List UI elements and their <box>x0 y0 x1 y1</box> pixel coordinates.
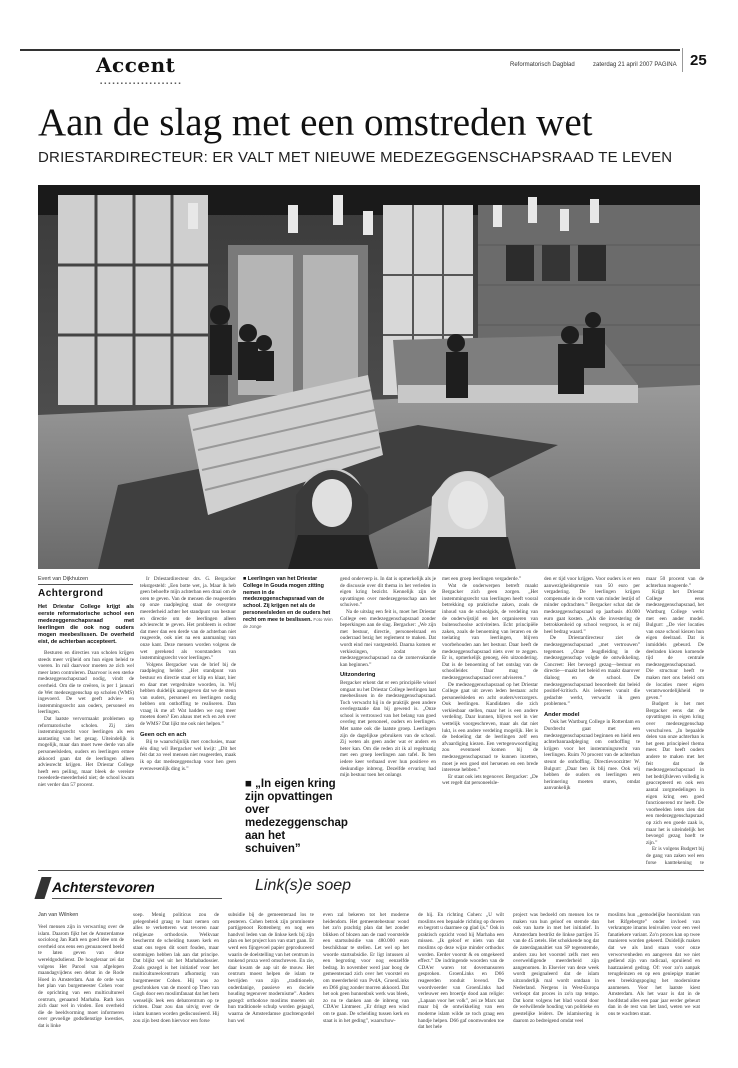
pull-quote <box>245 778 348 856</box>
column-col-7 <box>608 912 700 1064</box>
column-col-6 <box>513 912 599 1064</box>
pull-quote-text: „In eigen kring zijn opvattingen over medezeggenschap aan het schuiven” <box>245 778 348 855</box>
article-paragraph: Ook het Wartburg College in Rotterdam en Dordrecht gaat met een medezeggenschapsraad beginnen en hield een achterbanraadpleging om onthoffing te krijgen voor het instemmingsrecht van leerlingen. Ruim 70 procent van de achterban steunt de onthoffing. Directievoorzitter W. Bulgurr: „Daar ben ik blij mee. Ook wij hebben de ouders en leerlingen een herinnering moeten sturen, omdat aanvankelijk <box>544 719 640 792</box>
pull-quote-marker: ■ <box>245 778 256 790</box>
column-title: Link(s)e soep <box>255 877 352 894</box>
section-name: Accent <box>96 53 176 77</box>
column-paragraph: project was bedoeld om mensen los te maken van hun geloof en stemde dan ook van harte in met het initiatief. In Amsterdam bestrikt de linkse partijen 35 van de 45 zetels. Het schokkende nog dat de zaterdaganaltiet van SP tegenstemde, anders zou het voorstel zelfs met een overweldigende meerderheid zijn aangenomen. In Elsevier van deze week wordt gesignaleerd dat de islam uitzonderlijk mal wordt ontdaan in Nederland. Nergens in West-Europa verloopt dat proces in zo'n rap tempo. Dat komt volgens het blad vooral door de welwillende houding van politieke en geestelijke leiders. De islamisering is daarom zo bedreigend omdat veel <box>513 912 599 1024</box>
article-byline: Evert van Dijkhuizen <box>38 576 89 582</box>
article-paragraph: Er is volgens Budgert bij de gang van zaken wel een forse kanttekening te <box>646 846 704 866</box>
article-subhead: Uitzondering <box>340 672 376 679</box>
article-photo <box>38 185 700 569</box>
article-paragraph: den er tijd voor krijgen. Voor ouders is er een aanwezigheidspremie van 50 euro per vergadering. De leerlingen krijgen compensatie in de vorm van minder lestijd of minder opdrachten.” Bergacker schat dat de medezeggenschapsraad op jaarbasis 40.000 euro gaat kosten. „Als die investering de betrokkenheid op school vergroot, is er mij heel bedrag waard.” <box>544 576 640 635</box>
byline-rule <box>38 584 133 585</box>
paper-date: zaterdag 21 april 2007 PAGINA <box>593 62 677 68</box>
article-paragraph: Bij te waarschijnlijk met conclusies, maar één ding wil Bergacker wel kwijt: „Dit het feit dat zo veel mensen niet reageerden, maak ik op dat medezeggenschap voor hen geen evenwesenlijk ding is.” <box>140 739 236 772</box>
column-paragraph: even zal bekeren tot het moderne heidendom. Het gemeentebestuur wond het zo'n prachtig plan dat het zonder blikken of blozen aan de raad voorstelde een startsubsidie van 480.000 euro beschikbaar te stellen. Let wel op het woorde startsubsidie. Er ligt intussen al een begroting voor nog eenzelfde bedrag. In november werd jaar boog de gemeenteraad zich over het voorstel en om meerderheid van PvdA, GroenLinks en D66 ging zonder morren akkoord. Dat het ook geen hunnenbuk werk was bleek, zo nu te danken aan de inbreng van CDA'er Lintmeer. „Er dringt een wind om te gaan. De scheiding tussen kerk en staat is in het geding”, waarschuw- <box>323 912 409 1024</box>
column-col-2 <box>133 912 219 1064</box>
subheadline: DRIESTARDIRECTEUR: ER VALT MET NIEUWE MEDEZEGGENSCHAPSRAAD TE LEVEN <box>38 149 673 166</box>
article-column-4 <box>340 576 436 866</box>
article-paragraph: De medezeggenschapsraad op het Driestar College gaat uit zeven leden bestaan: acht personeelsleden en acht ouders/verzorgers. Ook leerlingen. Kandidaten die zich verkiesbaar stellen, maar het is een andere verdeling. Daar kunnen, blijven wel in vier wettelijk voorgeschreven, maar als dat niet lukt, is een andere verdeling mogelijk. Het is de bedoeling dat de leerlingen zelf een afvaardiging kiezen. Een vertegenwoordiging zou eventueel komen bij de medezeggenschapsraad te kunnen inzetten, moet je een goed stel hersenen en een brede interesse hebben.” <box>442 681 538 774</box>
photo-illustration <box>38 185 700 569</box>
article-subhead: Geen och en ach <box>140 731 187 738</box>
article-paragraph: Dat laatste vervormaakt problemen op reformatorische scholen. Zij zien instemmingsrecht voor leerlingen als een aantasting van het gezag. Uiteindelijk is mogelijk, maar dan moet twee derde van alle personeelsleden, ouders en leerlingen ermee akkoord gaan dat de leerlingen alleen adviesrecht krijgen. Het Driestar College heeft een peiling, maar bleek de vereiste tweederde-meerderheid niet; de school kwam niet verder dan 57 procent. <box>38 715 134 788</box>
rubric-title <box>52 879 155 895</box>
rubric-title-part1: Achterste <box>52 879 117 895</box>
article-paragraph: Budgert is het met Bergacker eens dat de opvattingen in eigen kring over medezeggenschap verschuiven. „In bepaalde delen van onze achterban is het geen principieel thema meer. Dat heeft ouders andere te maken met het feit dat de medezeggenschapsraad in het bedrijfsleven volledig is geaccepteerd en ook een aantal zorgmedelingen in eigen kring een goed functionerend mr heeft. De voorbeelden leten zien dat een medezeggenschapsraad op zich een goede zaak is, maar het is uiteindelijk het bevoegd gezag hoeft te zijn.” <box>646 701 704 846</box>
caption-marker: ■ <box>243 576 248 582</box>
section-decoration: ▪▪▪▪▪▪▪▪▪▪▪▪▪▪▪▪▪▪▪▪ <box>100 81 183 87</box>
article-paragraph: Bergacker erkent dat er een principiële wissel omgaat nu het Driestar College leerlingen laat meebeslissen in de medezeggenschapsraad. Toch verwacht hij in de praktijk geen andere overlegstaatie dan bij gewend is. „Onze school is vertrouwd van het belang van goed overleg met personeel, ouders en leerlingen. Met name ook die laatste groep. Leerlingen zijn de dagelijkse gebruikers van de school. Zij weten als geen ander wat er anders en beter kan. Om die reden zit ik al regelmatig met een groep leerlingen aan tafel. Ik ben iedere keer verbaasd over hun positieve en deskundige inbreng. Dezelfde ervaring had mijn bestuur toen het onlangs <box>340 679 436 779</box>
article-paragraph: gend onderverp is. In dat is opmerkelijk als je de discussie over dit thema in het verleden in eigen kring bezicht. Kennelijk zijn de opvattingen over medezeggenschap aan het schuiven.” <box>340 576 436 609</box>
article-paragraph: Besturen en directies van scholen krijgen steeds meer vrijheid om hun eigen beleid te voeren. In ruil daarvoor moeten ze zich wel meer laten controleren. Daarvoor is een sterke medezeggenschapsraad nodig, vindt de overheid. Om die te creëren, is per 1 januari de Wet medezeggenschap op scholen (WMS) ingevoerd. De wet geeft advies- en instemmingsrecht aan ouders, personeel en leerlingen. <box>38 650 134 716</box>
section-rule <box>38 870 704 871</box>
article-paragraph: De Driestardirecteur ziet de medezeggenschapsraad „met vertrouwen” tegemoet. „Onze Jeugdleiding in de medezeggenschap volgde de ontwikkeling. Concreet: Het bevoegd gezag—bestuur en directie—maakt het beleid en maakt daarover dialoog en de school. De medezeggenschapsraad beoordeelt dat beleid positief-kritisch. Als iedereen vanuit die gedachte werkt, verwacht ik geen problemen.” <box>544 635 640 708</box>
column-col-3 <box>228 912 314 1064</box>
page-number: 25 <box>690 52 707 69</box>
column-paragraph: de hij. En richting Cohen: „U wilt moslims een bepaalde richting op duwen en begrott u daarmee op glad ijs.” Ook in praktisch opzicht vond hij Marhaba een missen. „Ik geloof er niets van dat moslims op deze wijze minder orthodox worden. Eerder voorstr & en omgekeerd effect.” De indringende woorden van de CDA'er waren tot dovemansoren gesproken. GroenLinks en D66 reageerden ronduit lovend. De woordvoerder van GroenLinks had verleuwer een broertje dood aan religie: „Lapaan voor het volk”, zei ze Marx nat maar bij de ontwikkeling van een moderne islam wilde ze toch graag een handje helpen. D66 gaf onomwonden toe dat het hele <box>418 912 504 1031</box>
column-col-4 <box>323 912 409 1064</box>
article-kicker: Achtergrond <box>38 588 104 599</box>
article-paragraph: maar 50 procent van de achterban reageerde.” <box>646 576 704 589</box>
article-paragraph: Krijgt het Driestar College eens medezeggenschapsraad, het Wartburg College werkt met een ander model. Bulgurr: „De vier locaties van onze school kiezen hun eigen deelraad. Dat is inmiddels gebeurd. De deelraden kiezen komende tijd de centrale medezeggenschapsraad. Die structuur heeft te maken met ons beleid om de locaties meer eigen verantwoordelijkheid te geven.” <box>646 589 704 701</box>
article-paragraph: met een groep leerlingen vergaderde.” <box>442 576 522 582</box>
rubric-title-part2: voren <box>116 879 155 895</box>
article-paragraph: Ir Driestardirecteur drs. G. Bergacker tekstgesteld: „Een botte wet, ja. Maar ik heb geen behoefte mijn achterban een draai om de oren te geven. Van de mensen die reageerden op onze raadpleging staat de overgrote meerderheid achter het standpunt van bestuur en directie om de leerlingen alleen adviesrecht te geven. Het probleem is echter dat meer dan een derde van de achterban niet reageerde, ook niet na een aanmaning van onze kant. Deze mensen worden volgens de wet gerekend als voorstanders van instemmingsrecht voor leerlingen.” <box>140 576 236 662</box>
article-subhead: Ander model <box>544 711 580 718</box>
caption-text: Leerlingen van het Driestar College in Gouda mogen zitting nemen in de medezeggenschapsraad van de school. Zij krijgen net als de personeelsleden en de ouders het recht om mee te beslissen. <box>243 576 331 623</box>
masthead-rule <box>20 49 680 51</box>
rubric-underline <box>52 898 222 899</box>
column-byline: Jan van Wilnken <box>38 912 79 918</box>
article-column-1 <box>38 604 134 866</box>
column-paragraph: soep. Menig politicus zou de gelegenheid graag te baat nemen om alles te verketteren wat tevoren naar religieuze orthodoxie. Welkvaar beschermt de scheiding tussen kerk en staat ons tegen dit soort fouden, maar sommigen hebben lak aan dat principe. Dat blijkt wel uit het Marhabadossier. Zoals gezegd is het initiatief voor het multicultureelcentrum afkomstig van burgemeester Cohen. Hij was zo geschrokken van de moord op Theo van Gogh door een moslimfanaat dat het hem wenselijk leek een debatcentrum op te richten. Daar zou dan uitvig over de islam kunnen worden gediscussieerd. Hij zou zijn best doen hiervoor een forse <box>133 912 219 1024</box>
rubric-slash-icon <box>34 877 51 899</box>
paper-name: Reformatorisch Dagblad <box>510 62 575 68</box>
article-column-2 <box>140 576 236 866</box>
article-column-6 <box>544 576 640 866</box>
article-column-5 <box>442 576 538 866</box>
headline: Aan de slag met een omstreden wet <box>38 101 593 144</box>
photo-caption <box>243 576 335 666</box>
article-column-7 <box>646 576 704 866</box>
column-paragraph: moslims hun „gemodelijke hoornislam van het Rifgebergte” onder invloed van verkrampte imams lenivuilen voor een veel fanatiekere variant. Zo'n proces kan op twee manieren worden gekeerd. Duidelijk maken dat we als land staan voor onze verworvenheden en aangeven dat we niet gediend zijn van radicaal, opruiiend en haatzaaiend gedrag. Of: voor zo'n aanpak terugdeinzen en op een geniepige manier een breekingspoging het modernisme aanmenen. Voor het laatste kiest Amsterdam. Als het waar is dat in de hoofdstad alles een paar jaar eerder gebeurt dan in de rest van het land, weten we wat ons te wachten staat. <box>608 912 700 1017</box>
article-paragraph: Wat de onderwerpen betreft maakt Bergacker zich geen zorgen. „Het instemmingsrecht van leerlingen heeft vooral betrekking op praktische zaken, zoals de inhoud van de schoolgids, de verdeling van de onderwijstijd en het organiseren van buitenschoolse activiteiten. Echt principiële zaken, zoals de benoeming van leraren en de toelating van leerlingen, blijven voorbehouden aan het bestuur. Daar heeft de medezeggenschapsraad niets over te zeggen. Er is, opmerkelijk genoeg, één uitzondering. Dat is de benoeming of het ontslag van de schoolleider. Daar mag de medezeggenschapsraad over adviseren.” <box>442 582 538 681</box>
caption-credit: Foto Wim de Jonge <box>243 616 333 629</box>
column-col-5 <box>418 912 504 1064</box>
article-paragraph: Volgens Bergacker was de brief bij de raadpleging helder. „Het standpunt van bestuur en directie staat er klip en klaar, hier en daar met vetgedrukte woorden, in. Wij hebben duidelijk aangegeven dat we de steun van ouders, personeel en leerlingen nodig hebben om onthoffing te realiseren. Dan vraag ik me af: Wat hadden we nog meer moeten doen? Een ahaus met ech en zeh over de WMS? Dat lijkt me ook niet helpen.” <box>140 661 236 728</box>
article-intro: Het Driestar College krijgt als eerste reformatorische school een medezeggenschapsraad met leerlingen die ook nog ouders mogen meebeslissen. De overheid eist, de achterban accepteert. <box>38 604 134 645</box>
column-col-1 <box>38 924 124 1064</box>
article-paragraph: Na de uitslag een feit is, moet het Driestar College een medezeggenschapsraad zonder beperkingen aan de slag. Bergacker: „We zijn met bestuur, directie, personeelsraad en ouderraad bezig het reglement te maken. Dat wordt eind mei vastgesteld. Daarna komen er verkiezingen, zodat de medezeggenschapsraad na de zomervakantie kan beginnen.” <box>340 608 436 668</box>
article-paragraph: Er staat ook iets tegenover. Bergacker: „De wet regelt dat personeelsle- <box>442 773 538 787</box>
column-paragraph: subsidie bij de gemeenteraad los te peuteren. Cohen betrok zijn prominente partijgenoot Rottenberg en nog een handvol leden van de linkse kerk bij zijn plan en het project kon van start gaan. Er werd een fijngevoel papier geproduceerd waarin de doelstelling van het centrum in tonkend proza werd omschreven. En zie, daar kwam de aap uit de mouw. Het centrum moest helpen de islam te bevrijden van zijn „traditionele, onderdanige, passieve en dociele houding tegenover modernisme”. Anders gezegd: orthodoxe moslims moeten uit hun traditionele schulp worden gejaagd, waarna de Amsterdamse grachtengordel hun wel <box>228 912 314 1024</box>
column-paragraph: Veel mensen zijn in verwarring over de islam. Daarom fijkt het de Amsterdamse socioloog Jan Rath een goed idee om de overheid ons eens een genuanceerd beeld te laten geven van deze wereldgodsdienst. De hoogleraar zei dat volgens Het Parool van afgelopen maandagvijdens een debat in de Rode Hoed in Amsterdam. Aan de orde was het plan van burgemeester Cohen voor de oprichting van een multicultureel centrum, genaamd Marhaba. Rath kon zich daar wel in vinden. Een overheid die de beeldvorming moet informeren over gevoelige godsdienstige kwesties, dat is linke <box>38 924 124 1029</box>
